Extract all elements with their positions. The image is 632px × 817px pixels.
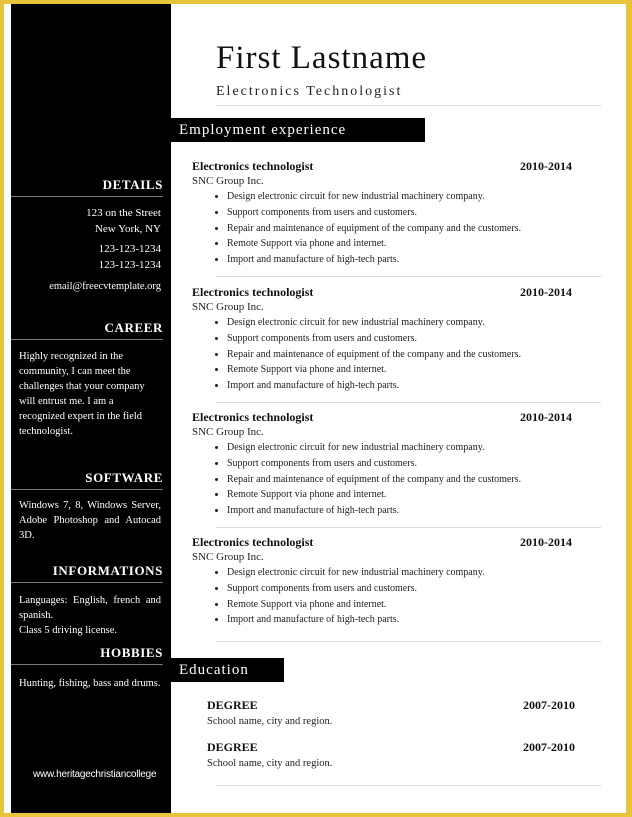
job-entry-2 [192, 285, 572, 394]
job-divider [216, 641, 601, 642]
license-text: Class 5 driving license. [19, 625, 117, 636]
job-company: SNC Group Inc. [192, 426, 264, 438]
watermark-text: www.heritagechristiancollege [33, 769, 157, 780]
job-company: SNC Group Inc. [192, 301, 264, 313]
job-title: Electronics technologist [192, 159, 314, 173]
job-title: Electronics technologist [192, 285, 314, 299]
degree-name: DEGREE [207, 740, 258, 754]
job-duties [192, 189, 572, 268]
career-heading: CAREER [104, 320, 163, 335]
job-dates: 2010-2014 [520, 410, 572, 424]
education-heading: Education [171, 658, 284, 682]
job-dates: 2010-2014 [520, 535, 572, 549]
job-duties [192, 440, 572, 519]
details-heading: DETAILS [102, 177, 163, 192]
job-duty: • Remote Support via phone and internet. [227, 362, 572, 378]
degree-name: DEGREE [207, 698, 258, 712]
software-heading: SOFTWARE [85, 470, 163, 485]
job-duties [192, 565, 572, 628]
school-name: School name, city and region. [207, 758, 333, 769]
job-entry-4 [192, 535, 572, 628]
hobbies-heading: HOBBIES [100, 645, 163, 660]
job-duty: • Import and manufacture of high-tech parts. [227, 378, 572, 394]
candidate-name: First Lastname [216, 40, 428, 76]
career-divider [11, 339, 163, 340]
job-title: Electronics technologist [192, 410, 314, 424]
job-divider [216, 527, 601, 528]
informations-block [19, 593, 161, 638]
phone-1: 123-123-1234 [98, 243, 161, 255]
email: email@freecvtemplate.org [49, 281, 161, 292]
details-block [49, 205, 161, 295]
resume-page [4, 4, 626, 813]
job-duty: • Repair and maintenance of equipment of the company and the customers. [227, 472, 572, 488]
degree-dates: 2007-2010 [523, 740, 575, 754]
informations-heading: INFORMATIONS [52, 563, 163, 578]
languages-text: Languages: English, french and spanish. [19, 595, 161, 621]
school-name: School name, city and region. [207, 716, 333, 727]
phone-2: 123-123-1234 [98, 259, 161, 271]
job-duty: • Support components from users and customers. [227, 456, 572, 472]
job-duty: • Remote Support via phone and internet. [227, 487, 572, 503]
job-duty: • Design electronic circuit for new industrial machinery company. [227, 315, 572, 331]
address-line-2: New York, NY [94, 223, 161, 235]
hobbies-text: Hunting, fishing, bass and drums. [19, 678, 161, 689]
job-duty: • Remote Support via phone and internet. [227, 597, 572, 613]
education-divider [216, 785, 601, 786]
software-text: Windows 7, 8, Windows Server, Adobe Photoshop and Autocad 3D. [19, 500, 161, 541]
job-duty: • Support components from users and customers. [227, 581, 572, 597]
education-entry-1 [207, 698, 575, 727]
career-text: Highly recognized in the community, I can meet the challenges that your company will entrust me. I am a recognized expert in the field technologist. [19, 351, 145, 437]
job-company: SNC Group Inc. [192, 175, 264, 187]
header-divider [216, 105, 601, 106]
informations-divider [11, 582, 163, 583]
job-duties [192, 315, 572, 394]
job-company: SNC Group Inc. [192, 551, 264, 563]
job-entry-3 [192, 410, 572, 519]
job-duty: • Import and manufacture of high-tech parts. [227, 252, 572, 268]
hobbies-divider [11, 664, 163, 665]
job-divider [216, 276, 601, 277]
job-divider [216, 402, 601, 403]
degree-dates: 2007-2010 [523, 698, 575, 712]
job-duty: • Repair and maintenance of equipment of the company and the customers. [227, 347, 572, 363]
job-dates: 2010-2014 [520, 159, 572, 173]
employment-heading: Employment experience [171, 118, 425, 142]
job-dates: 2010-2014 [520, 285, 572, 299]
job-duty: • Support components from users and customers. [227, 205, 572, 221]
job-title: Electronics Technologist [216, 84, 403, 99]
sidebar [11, 4, 171, 813]
education-entry-2 [207, 740, 575, 769]
job-duty: • Import and manufacture of high-tech parts. [227, 612, 572, 628]
job-duty: • Remote Support via phone and internet. [227, 236, 572, 252]
address-line-1: 123 on the Street [86, 207, 161, 219]
job-title: Electronics technologist [192, 535, 314, 549]
job-duty: • Repair and maintenance of equipment of the company and the customers. [227, 221, 572, 237]
details-divider [11, 196, 163, 197]
job-duty: • Import and manufacture of high-tech parts. [227, 503, 572, 519]
job-duty: • Design electronic circuit for new industrial machinery company. [227, 440, 572, 456]
software-divider [11, 489, 163, 490]
job-duty: • Design electronic circuit for new industrial machinery company. [227, 565, 572, 581]
job-entry-1 [192, 159, 572, 268]
job-duty: • Design electronic circuit for new industrial machinery company. [227, 189, 572, 205]
job-duty: • Support components from users and customers. [227, 331, 572, 347]
